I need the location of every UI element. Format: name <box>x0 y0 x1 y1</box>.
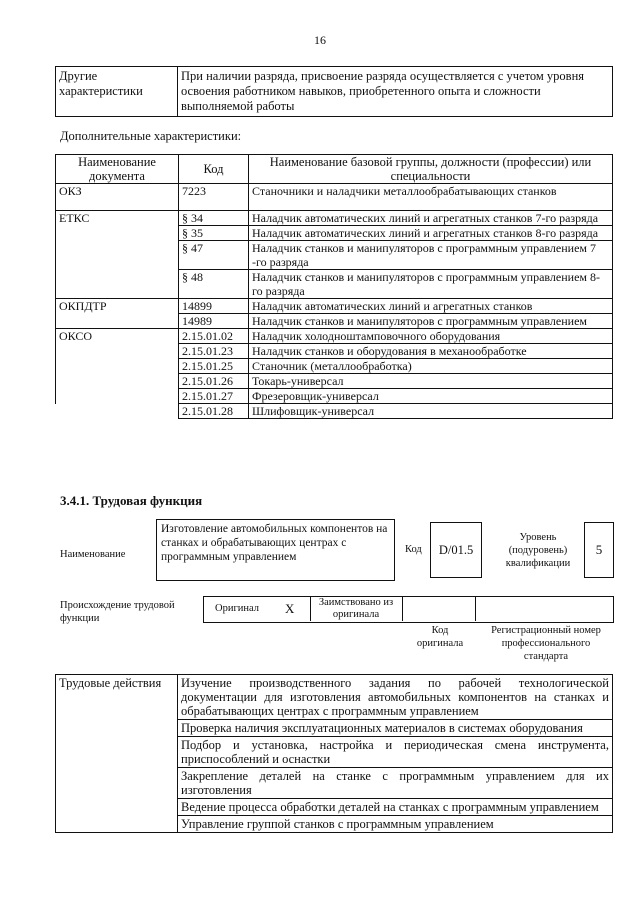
code-original-label: Код оригинала <box>416 625 464 649</box>
name-cell: Наладчик станков и манипуляторов с программным управлением <box>249 314 613 329</box>
labor-action-item: Закрепление деталей на станке с программным управлением для их изготовления <box>178 768 613 799</box>
header-code: Код <box>179 155 249 184</box>
doc-okso: ОКСО <box>56 329 179 344</box>
name-cell: Фрезеровщик-универсал <box>249 389 613 404</box>
code-cell: 2.15.01.23 <box>179 344 249 359</box>
table-row <box>56 374 613 389</box>
function-name-value: Изготовление автомобильных компонентов на станках и обрабатывающих центрах с программным управлением <box>156 519 395 581</box>
original-mark: X <box>285 601 295 616</box>
doc-okz: ОКЗ <box>56 184 179 211</box>
code-cell: § 34 <box>179 211 249 226</box>
origin-label: Происхождение трудовой функции <box>60 600 175 624</box>
name-cell: Станочники и наладчики металлообрабатывающих станков <box>249 184 613 211</box>
table-row <box>56 314 613 329</box>
additional-characteristics-table <box>55 154 613 419</box>
doc-etks: ЕТКС <box>56 211 179 226</box>
labor-action-item: Ведение процесса обработки деталей на станках с программным управлением <box>178 799 613 816</box>
divider <box>475 596 476 621</box>
code-cell: 2.15.01.27 <box>179 389 249 404</box>
code-cell: 7223 <box>179 184 249 211</box>
code-cell: 2.15.01.02 <box>179 329 249 344</box>
labor-actions-label: Трудовые действия <box>56 675 178 833</box>
qualification-level-label: Уровень (подуровень) квалификации <box>505 532 571 569</box>
qualification-level-value: 5 <box>584 522 614 578</box>
code-cell: 2.15.01.28 <box>179 404 249 419</box>
other-characteristics-text: При наличии разряда, присвоение разряда осуществляется с учетом уровня освоения работником навыков, приобретенного опыта и сложности выполняемой работы <box>178 67 613 117</box>
code-cell: 14989 <box>179 314 249 329</box>
name-cell: Токарь-универсал <box>249 374 613 389</box>
labor-actions-table <box>55 674 613 833</box>
table-row <box>56 344 613 359</box>
page-number: 16 <box>314 33 326 47</box>
additional-characteristics-title: Дополнительные характеристики: <box>60 129 242 143</box>
function-name-label: Наименование <box>60 549 126 560</box>
table-row <box>56 67 613 117</box>
code-cell: 2.15.01.26 <box>179 374 249 389</box>
name-cell: Шлифовщик-универсал <box>249 404 613 419</box>
other-characteristics-table <box>55 66 613 117</box>
table-row <box>56 184 613 211</box>
table-row <box>56 226 613 241</box>
name-cell: Наладчик холодноштамповочного оборудования <box>249 329 613 344</box>
header-doc-name: Наименование документа <box>56 155 179 184</box>
table-row <box>56 241 613 270</box>
name-cell: Наладчик станков и манипуляторов с программным управлением 7 -го разряда <box>249 241 613 270</box>
origin-row <box>203 596 614 623</box>
code-cell: § 35 <box>179 226 249 241</box>
table-row <box>56 270 613 299</box>
code-cell: 14899 <box>179 299 249 314</box>
original-label: Оригинал <box>215 603 259 614</box>
function-code-value: D/01.5 <box>430 522 482 578</box>
function-code-label: Код <box>405 544 422 555</box>
borrowed-label: Заимствовано из оригинала <box>318 597 394 620</box>
labor-action-item: Проверка наличия эксплуатационных материалов в системах оборудования <box>178 720 613 737</box>
table-header-row <box>56 155 613 184</box>
code-cell: 2.15.01.25 <box>179 359 249 374</box>
table-row <box>56 389 613 404</box>
name-cell: Наладчик станков и оборудования в механообработке <box>249 344 613 359</box>
table-row <box>56 404 613 419</box>
name-cell: Наладчик автоматических линий и агрегатных станков 7-го разряда <box>249 211 613 226</box>
section-title: 3.4.1. Трудовая функция <box>60 493 203 508</box>
table-row <box>56 299 613 314</box>
labor-action-item: Управление группой станков с программным управлением <box>178 816 613 833</box>
name-cell: Наладчик станков и манипуляторов с программным управлением 8-го разряда <box>249 270 613 299</box>
table-row <box>56 329 613 344</box>
name-cell: Станочник (металлообработка) <box>249 359 613 374</box>
table-row <box>56 675 613 720</box>
labor-action-item: Подбор и установка, настройка и периодическая смена инструмента, приспособлений и оснастки <box>178 737 613 768</box>
divider <box>402 596 403 621</box>
code-cell: § 48 <box>179 270 249 299</box>
name-cell: Наладчик автоматических линий и агрегатных станков <box>249 299 613 314</box>
name-cell: Наладчик автоматических линий и агрегатных станков 8-го разряда <box>249 226 613 241</box>
labor-action-item: Изучение производственного задания по рабочей технологической документации для изготовления автомобильных компонентов на станках и обрабатывающих центрах с программным управлением <box>178 675 613 720</box>
reg-number-label: Регистрационный номер профессионального стандарта <box>491 625 601 662</box>
table-row <box>56 359 613 374</box>
divider <box>310 596 311 621</box>
doc-okpdtr: ОКПДТР <box>56 299 179 314</box>
code-cell: § 47 <box>179 241 249 270</box>
table-row <box>56 211 613 226</box>
header-group-name: Наименование базовой группы, должности (профессии) или специальности <box>249 155 613 184</box>
other-characteristics-label: Другие характеристики <box>56 67 178 117</box>
